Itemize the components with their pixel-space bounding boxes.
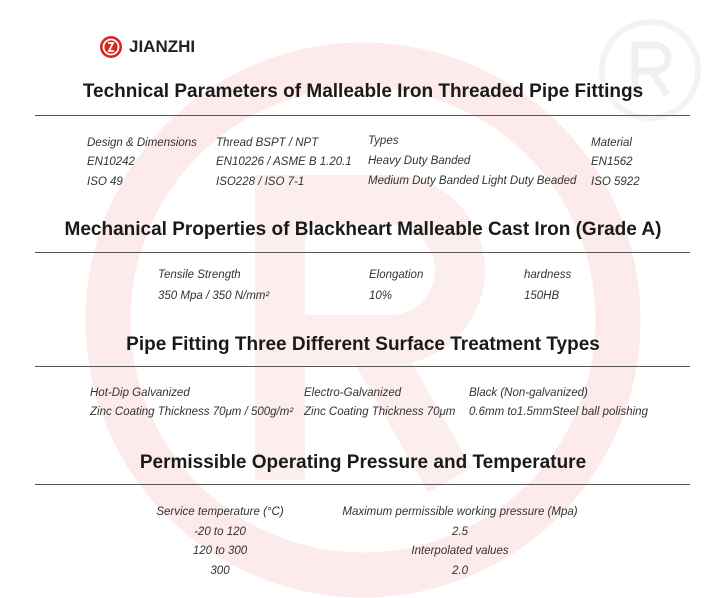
cell: Hot-Dip Galvanized [90, 387, 190, 399]
divider [35, 252, 690, 253]
cell: 120 to 300 [192, 545, 248, 557]
divider [35, 484, 690, 485]
cell: Interpolated values [411, 545, 509, 557]
section-title-surface: Pipe Fitting Three Different Surface Treatment Types [126, 334, 600, 355]
cell: Maximum permissible working pressure (Mpa) [342, 506, 578, 518]
cell: Elongation [369, 269, 424, 281]
cell: Service temperature (°C) [156, 506, 284, 518]
cell: Heavy Duty Banded [368, 155, 471, 167]
cell: Zinc Coating Thickness 70μm / 500g/m² [90, 406, 294, 418]
cell: 10% [369, 290, 393, 302]
cell: EN1562 [591, 156, 633, 168]
cell: 2.5 [452, 526, 468, 538]
divider [35, 115, 690, 116]
cell: Thread BSPT / NPT [216, 137, 319, 149]
cell: Material [591, 137, 632, 149]
cell: hardness [524, 269, 572, 281]
cell: ISO 49 [87, 176, 123, 188]
divider [35, 366, 690, 367]
cell: 2.0 [452, 565, 468, 577]
cell: ISO 5922 [591, 176, 640, 188]
cell: 150HB [524, 290, 560, 302]
cell: Types [368, 135, 399, 147]
cell: Black (Non-galvanized) [469, 387, 588, 399]
cell: Medium Duty Banded Light Duty Beaded [368, 175, 577, 187]
brand-name: JIANZHI [129, 37, 196, 56]
cell: Design & Dimensions [87, 137, 197, 149]
jianzhi-logo-icon [99, 35, 123, 59]
cell: -20 to 120 [194, 526, 246, 538]
cell: Zinc Coating Thickness 70μm [304, 406, 456, 418]
section-title-mechanical: Mechanical Properties of Blackheart Malleable Cast Iron (Grade A) [64, 219, 662, 240]
cell: ISO228 / ISO 7-1 [216, 176, 305, 188]
cell: Electro-Galvanized [304, 387, 402, 399]
cell: EN10242 [87, 156, 135, 168]
brand-logo [99, 35, 195, 59]
cell: Tensile Strength [158, 269, 241, 281]
section-title-pressure: Permissible Operating Pressure and Temperature [139, 452, 587, 473]
cell: 350 Mpa / 350 N/mm² [158, 290, 270, 302]
cell: 300 [210, 565, 230, 577]
section-title-technical: Technical Parameters of Malleable Iron Threaded Pipe Fittings [82, 81, 644, 102]
cell: 0.6mm to1.5mmSteel ball polishing [469, 406, 648, 418]
cell: EN10226 / ASME B 1.20.1 [216, 156, 352, 168]
